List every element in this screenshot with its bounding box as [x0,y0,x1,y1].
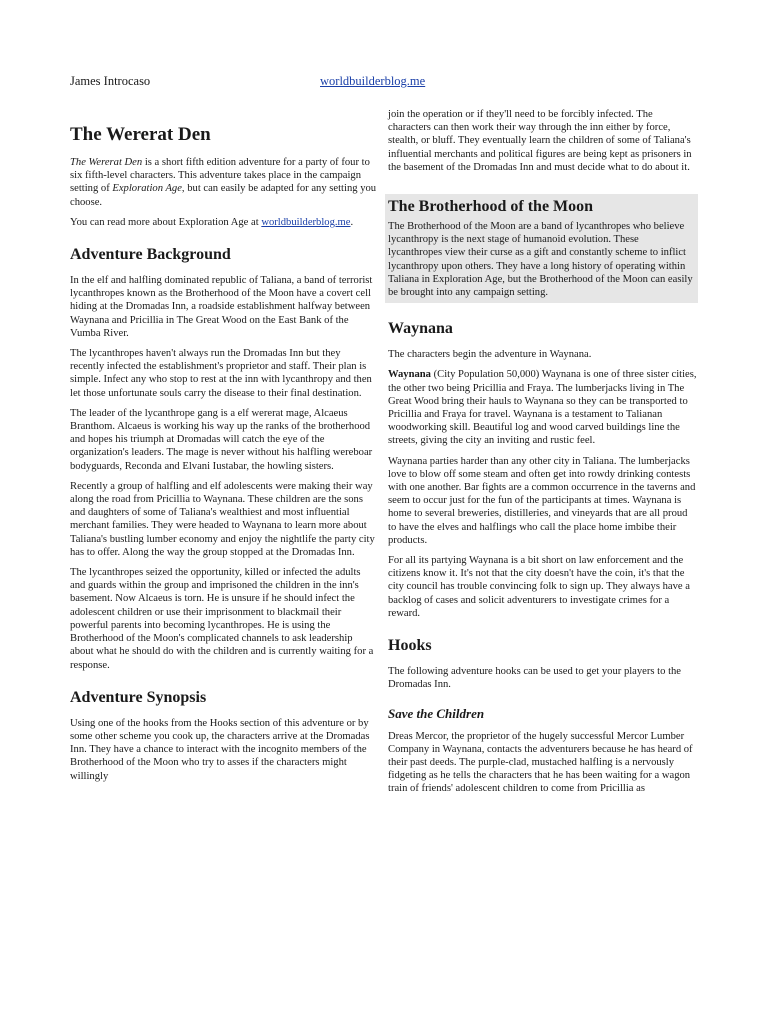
intro-setting-italic: Exploration Age [112,183,182,195]
waynana-bold-label: Waynana [388,369,431,381]
author-name: James Introcaso [70,74,151,88]
background-paragraph: In the elf and halfling dominated republic of Taliana, a band of terrorist lycanthropes known as the Brotherhood of the Moon have a covert cell hiding at the Dromadas Inn, a roadside establishment halfway between Waynana and Pricillia in The Great Wood on the East Bank of the Vumba River. [70,275,373,339]
synopsis-paragraph: Using one of the hooks from the Hooks section of this adventure or by some other scheme you cook up, the characters arrive at the Dromadas Inn. They have a chance to interact with the incognito members of the Brotherhood of the Moon who try to asses if the characters might willingly [70,717,370,782]
brotherhood-sidebar [385,194,698,303]
save-children-paragraph: Dreas Mercor, the proprietor of the hugely successful Mercor Lumber Company in Waynana, contacts the adventurers because he has heard of their past deeds. The purple-clad, mustached halfling is a nervously fidgeting as he tells the characters that he has been waiting for a wagon train of friends' adolescent children to come from Pricillia as [388,730,693,795]
waynana-paragraph: Waynana parties harder than any other city in Taliana. The lumberjacks love to blow off some steam and often get into rowdy drinking contests with one another. Bar fights are a common occurrence in the taverns and seem to occur just for the fun of the participants at times. Waynana is home to several breweries, distilleries, and vineyards that are all proud to have the elves and halflings who call the place home imbibe their products. [388,455,696,546]
background-paragraph: Recently a group of halfling and elf adolescents were making their way along the road from Pricillia to Waynana. These children are the sons and daughters of some of Taliana's wealthiest and most influential merchant families. They were headed to Waynana to learn more about Taliana's bustling lumber economy and enjoy the nightlife the party city has to offer. Along the way the group stopped at the Dromadas Inn. [70,480,375,558]
sidebar-heading: The Brotherhood of the Moon [388,198,594,216]
background-paragraph: The lycanthropes haven't always run the Dromadas Inn but they recently infected the establishment's proprietor and staff. Their plan is simple. Infect any who stop to rest at the inn with lycanthropy and then let those unfortunate souls carry the disease to their final destination. [70,348,372,399]
background-heading: Adventure Background [70,246,231,264]
document-title: The Wererat Den [70,124,211,145]
background-paragraph: The lycanthropes seized the opportunity, killed or infected the adults and guards within the group and imprisoned the children in the inn's basement. Now Alcaeus is torn. He is unsure if he should infect the adolescent children or use their imprisonment to blackmail their powerful parents into becoming lycanthropes. He is using the Brotherhood of the Moon's complicated channels to ask leadership about what he should do with the children and is currently waiting for a response. [70,567,374,671]
waynana-heading: Waynana [388,320,453,338]
readmore-end: . [350,216,354,228]
intro-paragraph [70,156,377,209]
intro-title-italic: The Wererat Den [70,157,143,168]
readmore-link[interactable]: worldbuilderblog.me [261,216,351,228]
synopsis-continuation: join the operation or if they'll need to be forcibly infected. The characters can then work their way through the inn either by force, stealth, or bluff. They eventually learn the children of some of Taliana's influential merchants and political figures are being kept as prisoners in the basement of the Dromadas Inn and must decide what to do about it. [388,109,692,173]
intro-text-b: , but can easily be adapted for any setting you choose. [70,183,377,208]
save-children-heading: Save the Children [388,705,485,721]
left-column [70,108,377,790]
readmore-paragraph [70,216,377,229]
site-link[interactable]: worldbuilderblog.me [320,74,426,88]
waynana-intro: The characters begin the adventure in Waynana. [388,349,592,361]
readmore-text: You can read more about Exploration Age at [70,216,262,228]
sidebar-text: The Brotherhood of the Moon are a band of lycanthropes who believe lycanthropy is the next stage of humanoid evolution. These lycanthropes view their curse as a gift and constantly scheme to inflict lycanthropy upon others. They have a long history of operating within Taliana in Exploration Age, but the Brotherhood of the Moon can easily be brought into any campaign setting. [388,221,693,299]
page-header [70,74,710,92]
hooks-intro: The following adventure hooks can be used to get your players to the Dromadas Inn. [388,666,682,691]
background-paragraph: The leader of the lycanthrope gang is a elf wererat mage, Alcaeus Branthom. Alcaeus is working his way up the ranks of the brotherhood and hopes his triumph at Dromadas will catch the eye of the organization's leaders. The mage is never without his halfling wereboar bodyguards, Reconda and Elvani Iustabar, the howling sisters. [70,407,373,472]
waynana-paragraph-text: (City Population 50,000) Waynana is one of three sister cities, the other two being Pricillia and Fraya. The lumberjacks living in The Great Wood bring their hauls to Waynana so they can be transported to Pricillia and Fraya for travel. Waynana is a testament to Talianan woodworking skill. Beautiful log and wood carved buildings line the streets, giving the city an inviting and rustic feel. [388,369,697,447]
intro-text-a: is a short fifth edition adventure for a party of four to six fifth-level characters. This adventure takes place in the campaign setting of [70,157,370,195]
waynana-paragraph: For all its partying Waynana is a bit short on law enforcement and the citizens know it. It's not that the city doesn't have the coin, it's that the city council has trouble convincing folk to sign up. They always have a backlog of cases and solicit adventurers to investigate crimes for a reward. [388,555,690,619]
right-column [388,108,698,803]
synopsis-heading: Adventure Synopsis [70,688,207,706]
waynana-paragraph [388,368,698,447]
hooks-heading: Hooks [388,637,432,655]
